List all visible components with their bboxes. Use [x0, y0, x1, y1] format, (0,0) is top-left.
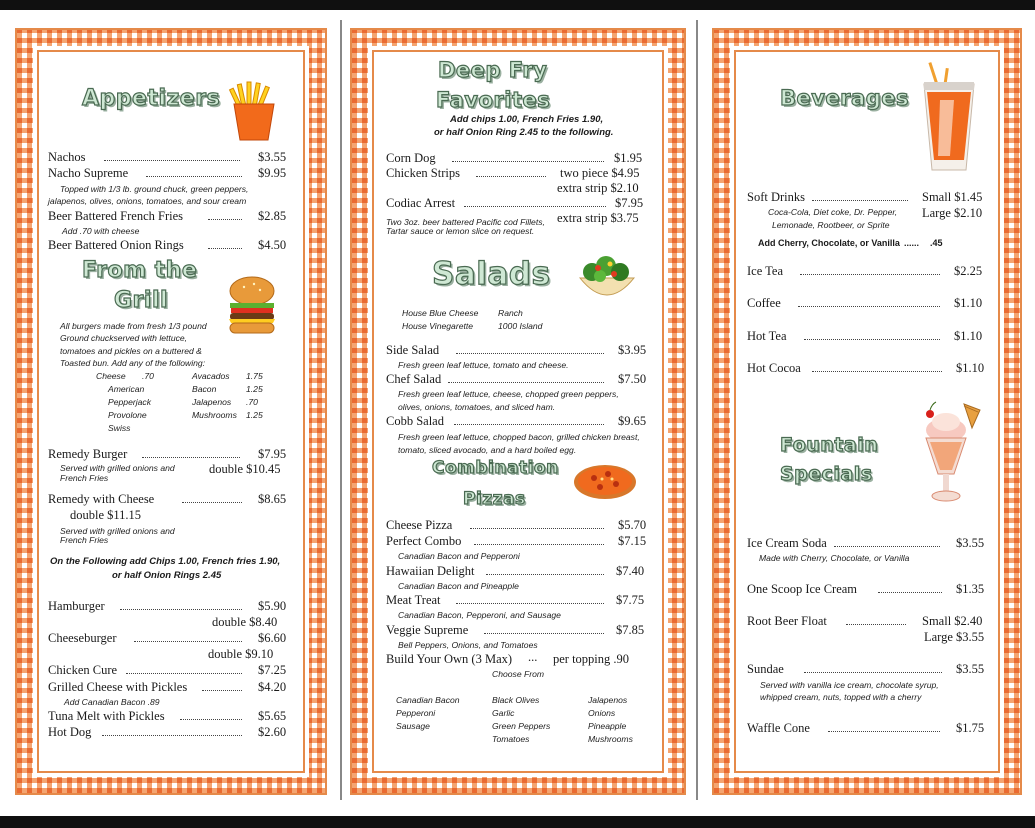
leader-dots	[142, 457, 240, 458]
price-remedy-double: double $10.45	[209, 462, 281, 476]
leader-dots	[448, 382, 604, 383]
item-description: Fresh green leaf lettuce, cheese, chopped green peppers,	[398, 389, 619, 399]
price-remedy-cheese: $8.65	[258, 492, 287, 506]
menu-item-hot-dog: Hot Dog	[48, 725, 92, 739]
topping-price: 1.25	[246, 410, 263, 420]
menu-item-meat-treat: Meat Treat	[386, 593, 441, 607]
pizza-topping-option: Garlic	[492, 708, 515, 718]
leader-dots	[452, 161, 604, 162]
topping-name: Swiss	[108, 423, 131, 433]
menu-item-remedy-cheese: Remedy with Cheese	[48, 492, 155, 506]
price-corn-dog: $1.95	[614, 151, 643, 165]
menu-item-root-beer-float: Root Beer Float	[747, 614, 827, 628]
price-cheeseburger-double: double $9.10	[208, 647, 274, 661]
price-chicken-cure: $7.25	[258, 663, 287, 677]
item-description: Topped with 1/3 lb. ground chuck, green peppers,	[60, 184, 249, 194]
topping-price: 1.25	[246, 384, 263, 394]
price-sundae: $3.55	[956, 662, 985, 676]
leader-dots	[484, 633, 604, 634]
leader-dots	[456, 603, 604, 604]
price-chef-salad: $7.50	[618, 372, 647, 386]
leader-dots	[180, 719, 242, 720]
price-ice-cream-soda: $3.55	[956, 536, 985, 550]
menu-item-codiac-arrest: Codiac Arrest	[386, 196, 456, 210]
pizza-topping-option: Pineapple	[588, 721, 627, 731]
item-description: Canadian Bacon and Pineapple	[398, 581, 519, 591]
drink-icon	[920, 60, 978, 172]
menu-item-grilled-cheese: Grilled Cheese with Pickles	[48, 680, 188, 694]
item-description: Add .70 with cheese	[62, 226, 140, 236]
menu-item-tuna-melt: Tuna Melt with Pickles	[48, 709, 165, 723]
topping-name: Mushrooms	[192, 410, 237, 420]
dressing-option: Ranch	[498, 308, 523, 318]
menu-item-cheeseburger: Cheeseburger	[48, 631, 117, 645]
leader-dots	[486, 574, 604, 575]
grill-description: All burgers made from fresh 1/3 pound	[60, 321, 207, 331]
leader-text: ...	[528, 650, 538, 664]
beverage-addon: Add Cherry, Chocolate, or Vanilla	[758, 238, 900, 248]
pizza-topping-option: Canadian Bacon	[396, 695, 460, 705]
price-chicken-strips-extra: extra strip $2.10	[557, 181, 639, 195]
item-description: French Fries	[60, 473, 109, 483]
leader-dots	[878, 592, 942, 593]
top-edge	[0, 0, 1035, 10]
price-tuna-melt: $5.65	[258, 709, 287, 723]
grill-description: tomatoes and pickles on a buttered &	[60, 346, 202, 356]
topping-name: American	[108, 384, 145, 394]
dressing-option: House Vinegarette	[402, 321, 474, 331]
menu-item-one-scoop: One Scoop Ice Cream	[747, 582, 858, 596]
topping-price: .70	[246, 397, 258, 407]
menu-item-side-salad: Side Salad	[386, 343, 440, 357]
price-one-scoop: $1.35	[956, 582, 985, 596]
pizza-topping-option: Green Peppers	[492, 721, 551, 731]
topping-name: Pepperjack	[108, 397, 151, 407]
item-description: Fresh green leaf lettuce, chopped bacon, grilled chicken breast,	[398, 432, 640, 442]
menu-item-chicken-strips: Chicken Strips	[386, 166, 460, 180]
price-soft-drinks-small: Small $1.45	[922, 190, 983, 204]
leader-dots	[464, 206, 606, 207]
menu-item-veggie-supreme: Veggie Supreme	[386, 623, 469, 637]
leader-dots	[126, 673, 242, 674]
leader-dots	[104, 160, 240, 161]
price-hawaiian-delight: $7.40	[616, 564, 645, 578]
price-waffle-cone: $1.75	[956, 721, 985, 735]
leader-dots	[812, 200, 908, 201]
leader-dots	[454, 424, 604, 425]
pizza-icon	[572, 460, 638, 502]
price-codiac-extra: extra strip $3.75	[557, 211, 639, 225]
leader-dots	[828, 731, 940, 732]
menu-item-corn-dog: Corn Dog	[386, 151, 436, 165]
dressing-option: House Blue Cheese	[402, 308, 479, 318]
topping-name: Provolone	[108, 410, 147, 420]
price-veggie-supreme: $7.85	[616, 623, 645, 637]
leader-dots	[146, 176, 242, 177]
menu-item-build-your-own: Build Your Own (3 Max)	[386, 652, 513, 666]
topping-name: Avacados	[192, 371, 230, 381]
deep-fry-heading-line2: Favorites	[436, 88, 551, 112]
pizza-topping-option: Pepperoni	[396, 708, 436, 718]
price-hamburger: $5.90	[258, 599, 287, 613]
menu-item-ice-tea: Ice Tea	[747, 264, 784, 278]
price-float-small: Small $2.40	[922, 614, 983, 628]
salads-heading: Salads	[432, 256, 551, 292]
item-description: jalapenos, olives, onions, tomatoes, and sour cream	[48, 196, 247, 206]
topping-name: Bacon	[192, 384, 217, 394]
topping-name: Cheese	[96, 371, 126, 381]
price-build-your-own: per topping .90	[553, 652, 630, 666]
price-cobb-salad: $9.65	[618, 414, 647, 428]
pizza-topping-option: Tomatoes	[492, 734, 530, 744]
menu-item-chicken-cure: Chicken Cure	[48, 663, 118, 677]
menu-item-soft-drinks: Soft Drinks	[747, 190, 805, 204]
leader-dots	[476, 176, 546, 177]
price-chicken-strips: two piece $4.95	[560, 166, 640, 180]
pizza-topping-option: Jalapenos	[588, 695, 628, 705]
pizzas-heading-line2: Pizzas	[463, 489, 526, 509]
grill-description: Ground chuckserved with lettuce,	[60, 333, 188, 343]
menu-item-remedy-burger: Remedy Burger	[48, 447, 128, 461]
item-description: Served with grilled onions and	[60, 463, 175, 473]
price-float-large: Large $3.55	[924, 630, 985, 644]
item-description: Served with vanilla ice cream, chocolate syrup,	[760, 680, 939, 690]
price-hamburger-double: double $8.40	[212, 615, 278, 629]
fountain-heading-line1: Fountain	[780, 434, 879, 456]
leader-dots	[182, 502, 242, 503]
item-description: olives, onions, tomatoes, and sliced ham.	[398, 402, 556, 412]
leader-text: ......	[904, 238, 920, 248]
price-meat-treat: $7.75	[616, 593, 645, 607]
price-grilled-cheese: $4.20	[258, 680, 287, 694]
item-description: Made with Cherry, Chocolate, or Vanilla	[759, 553, 910, 563]
item-description: Canadian Bacon, Pepperoni, and Sausage	[398, 610, 561, 620]
leader-dots	[120, 609, 242, 610]
price-remedy-cheese-double: double $11.15	[70, 508, 142, 522]
price-codiac-arrest: $7.95	[615, 196, 644, 210]
fold-line-left	[340, 20, 342, 800]
menu-item-hawaiian-delight: Hawaiian Delight	[386, 564, 475, 578]
item-description: whipped cream, nuts, topped with a cherry	[760, 692, 922, 702]
menu-item-onion-rings: Beer Battered Onion Rings	[48, 238, 184, 252]
pizza-topping-option: Mushrooms	[588, 734, 633, 744]
item-description: Canadian Bacon and Pepperoni	[398, 551, 520, 561]
leader-dots	[102, 735, 242, 736]
item-description: Tartar sauce or lemon slice on request.	[386, 226, 535, 236]
deep-fry-note: or half Onion Ring 2.45 to the following.	[434, 127, 614, 138]
menu-item-hot-tea: Hot Tea	[747, 329, 787, 343]
deep-fry-note: Add chips 1.00, French Fries 1.90,	[450, 114, 604, 125]
dressing-option: 1000 Island	[498, 321, 543, 331]
menu-item-coffee: Coffee	[747, 296, 781, 310]
item-description: Lemonade, Rootbeer, or Sprite	[772, 220, 890, 230]
beverages-heading: Beverages	[780, 86, 909, 110]
grill-note: On the Following add Chips 1.00, French fries 1.90,	[50, 556, 281, 567]
price-cheese-pizza: $5.70	[618, 518, 647, 532]
item-description: Served with grilled onions and	[60, 526, 175, 536]
leader-dots	[470, 528, 604, 529]
topping-price: .70	[142, 371, 154, 381]
leader-dots	[798, 306, 940, 307]
leader-dots	[804, 672, 942, 673]
leader-dots	[846, 624, 906, 625]
leader-dots	[834, 546, 940, 547]
price-soft-drinks-large: Large $2.10	[922, 206, 983, 220]
item-description: French Fries	[60, 535, 109, 545]
grill-heading-line2: Grill	[114, 288, 169, 313]
fountain-heading-line2: Specials	[780, 463, 873, 485]
menu-item-hot-cocoa: Hot Cocoa	[747, 361, 801, 375]
menu-item-nachos: Nachos	[48, 150, 86, 164]
menu-item-sundae: Sundae	[747, 662, 784, 676]
price-hot-dog: $2.60	[258, 725, 287, 739]
salad-icon	[576, 252, 638, 308]
leader-dots	[456, 353, 604, 354]
grill-heading-line1: From the	[82, 258, 198, 283]
menu-item-cobb-salad: Cobb Salad	[386, 414, 444, 428]
leader-dots	[804, 339, 940, 340]
leader-dots	[208, 248, 242, 249]
fries-icon	[228, 80, 280, 142]
menu-item-perfect-combo: Perfect Combo	[386, 534, 462, 548]
pizza-topping-option: Black Olives	[492, 695, 540, 705]
price-hot-tea: $1.10	[954, 329, 983, 343]
pizza-topping-option: Onions	[588, 708, 616, 718]
grill-note: or half Onion Rings 2.45	[112, 570, 222, 581]
deep-fry-heading-line1: Deep Fry	[438, 58, 548, 82]
price-ice-tea: $2.25	[954, 264, 983, 278]
price-french-fries: $2.85	[258, 209, 287, 223]
price-cheeseburger: $6.60	[258, 631, 287, 645]
item-description: Add Canadian Bacon .89	[64, 697, 160, 707]
leader-dots	[202, 690, 242, 691]
item-description: Fresh green leaf lettuce, tomato and cheese.	[398, 360, 569, 370]
item-description: Choose From	[492, 669, 545, 679]
topping-name: Jalapenos	[192, 397, 232, 407]
appetizers-heading: Appetizers	[82, 86, 221, 111]
menu-item-french-fries: Beer Battered French Fries	[48, 209, 184, 223]
menu-item-cheese-pizza: Cheese Pizza	[386, 518, 453, 532]
leader-dots	[474, 544, 604, 545]
menu-item-hamburger: Hamburger	[48, 599, 105, 613]
item-description: Bell Peppers, Onions, and Tomatoes	[398, 640, 538, 650]
leader-dots	[134, 641, 242, 642]
pizzas-heading-line1: Combination	[432, 458, 559, 478]
price-hot-cocoa: $1.10	[956, 361, 985, 375]
price-nacho-supreme: $9.95	[258, 166, 287, 180]
topping-price: 1.75	[246, 371, 263, 381]
price-nachos: $3.55	[258, 150, 287, 164]
leader-dots	[208, 219, 242, 220]
bottom-edge	[0, 816, 1035, 828]
price-side-salad: $3.95	[618, 343, 647, 357]
price-onion-rings: $4.50	[258, 238, 287, 252]
menu-item-chef-salad: Chef Salad	[386, 372, 442, 386]
leader-dots	[800, 274, 940, 275]
price-remedy-burger: $7.95	[258, 447, 287, 461]
item-description: tomato, sliced avocado, and a hard boiled egg.	[398, 445, 577, 455]
menu-item-ice-cream-soda: Ice Cream Soda	[747, 536, 827, 550]
grill-description: Toasted bun. Add any of the following:	[60, 358, 206, 368]
price-coffee: $1.10	[954, 296, 983, 310]
item-description: Two 3oz. beer battered Pacific cod Fillets,	[386, 217, 545, 227]
fold-line-right	[696, 20, 698, 800]
sundae-icon	[920, 400, 982, 504]
menu-item-nacho-supreme: Nacho Supreme	[48, 166, 129, 180]
burger-icon	[226, 275, 278, 337]
menu-item-waffle-cone: Waffle Cone	[747, 721, 810, 735]
pizza-topping-option: Sausage	[396, 721, 430, 731]
leader-dots	[812, 371, 942, 372]
item-description: Coca-Cola, Diet coke, Dr. Pepper,	[768, 207, 898, 217]
price-perfect-combo: $7.15	[618, 534, 647, 548]
price-addon: .45	[930, 238, 943, 248]
